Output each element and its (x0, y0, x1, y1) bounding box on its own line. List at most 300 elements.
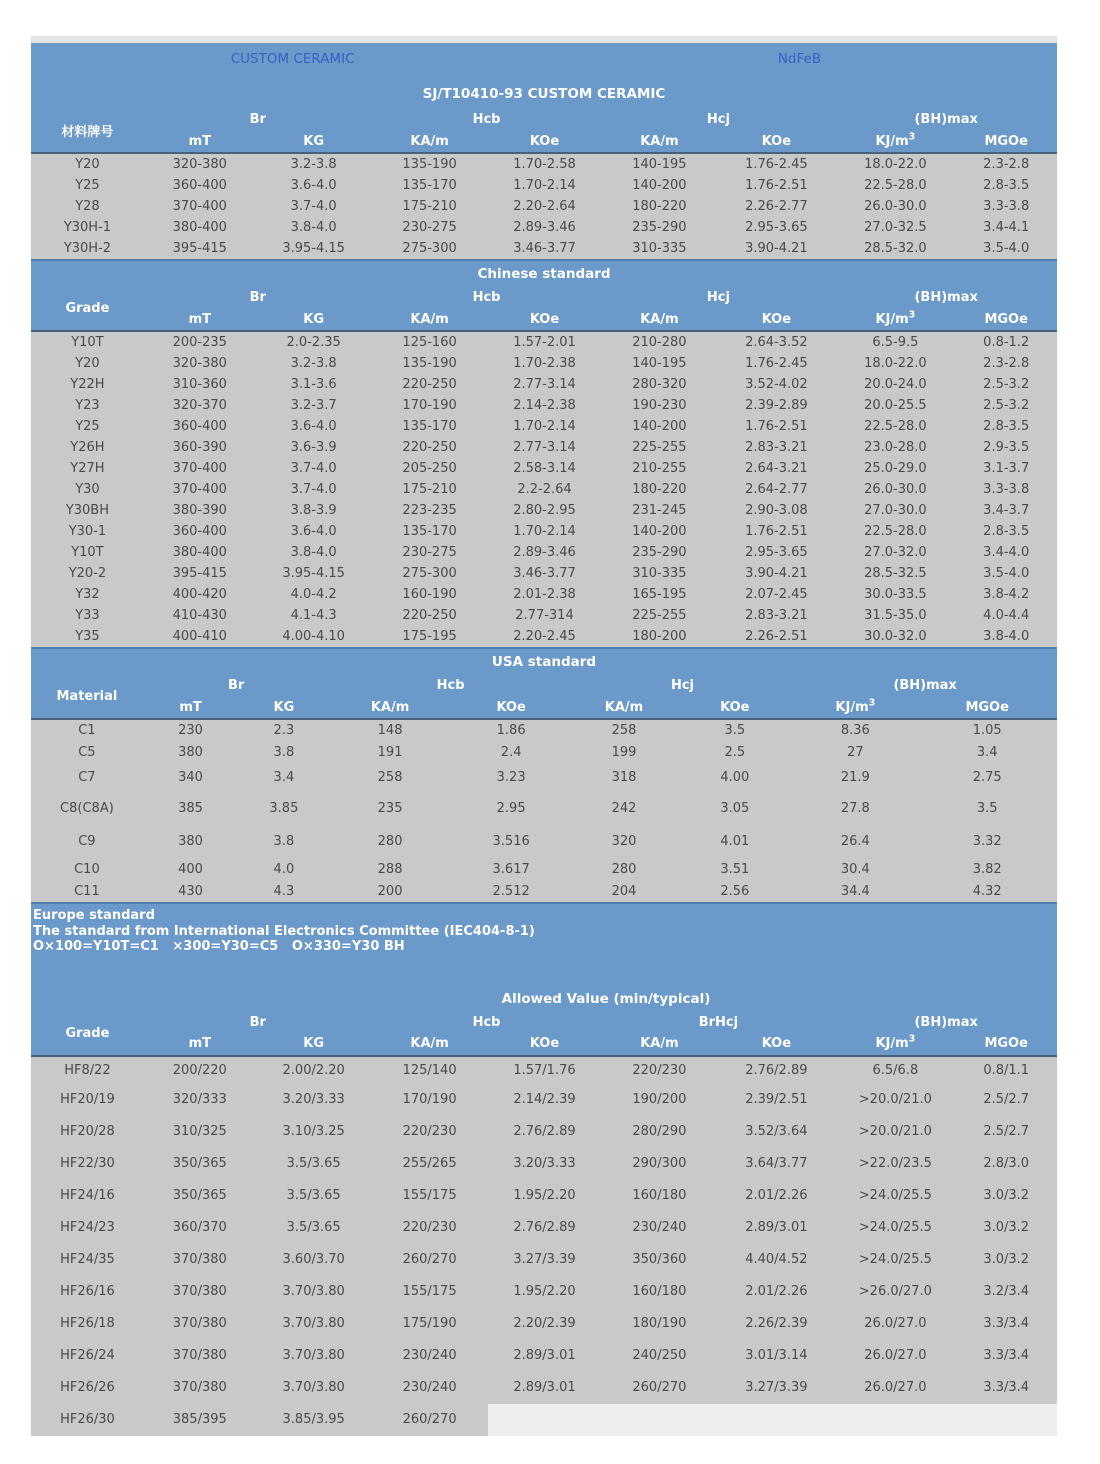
table-row (31, 1276, 1057, 1308)
table-cell: 3.617 (451, 858, 572, 880)
table-cell: 230-275 (372, 217, 488, 238)
header-group-row (31, 1012, 1057, 1033)
table-cell: 2.3 (238, 719, 329, 741)
table-cell: 223-235 (372, 500, 488, 521)
table-cell: 2.01/2.26 (717, 1276, 835, 1308)
table-cell: 3.60/3.70 (256, 1244, 372, 1276)
table-cell: 260/270 (372, 1404, 488, 1436)
table-cell: 3.0/3.2 (955, 1244, 1057, 1276)
table-cell: Y35 (31, 626, 144, 647)
table-cell: 175-195 (372, 626, 488, 647)
table-cell: 125/140 (372, 1056, 488, 1084)
table-row (31, 479, 1057, 500)
group-header: Br (249, 112, 266, 127)
table-cell: 3.5-4.0 (955, 563, 1057, 584)
table-cell: 18.0-22.0 (835, 353, 955, 374)
table-cell: 3.3-3.8 (955, 196, 1057, 217)
table-cell: 400-420 (144, 584, 256, 605)
table-cell: 410-430 (144, 605, 256, 626)
table-cell: 3.2-3.7 (256, 395, 372, 416)
table-cell: 280 (330, 825, 451, 858)
table-cell: 20.0-24.0 (835, 374, 955, 395)
table-cell: 230/240 (372, 1340, 488, 1372)
table-row (31, 331, 1057, 353)
table-cell: 1.70-2.14 (488, 175, 602, 196)
unit-header: MGOe (955, 308, 1057, 331)
table-cell: 258 (330, 763, 451, 791)
table-cell: 225-255 (601, 437, 717, 458)
table-cell: 3.8-4.2 (955, 584, 1057, 605)
top-divider (31, 36, 1057, 43)
table-cell: 3.3/3.4 (955, 1308, 1057, 1340)
unit-header: KA/m (601, 308, 717, 331)
table-cell: 2.89/3.01 (488, 1340, 602, 1372)
table-cell: 3.4-4.1 (955, 217, 1057, 238)
table-row (31, 1056, 1057, 1084)
table-cell: 6.5-9.5 (835, 331, 955, 353)
table-cell: 3.3/3.4 (955, 1372, 1057, 1404)
table-cell: 2.9-3.5 (955, 437, 1057, 458)
table-cell: Y30H-2 (31, 238, 144, 259)
table-cell: 2.26-2.51 (717, 626, 835, 647)
table-cell: 140-200 (601, 416, 717, 437)
table-cell: 320-380 (144, 353, 256, 374)
table-cell: 310-360 (144, 374, 256, 395)
table-cell: 34.4 (793, 880, 917, 902)
table-cell: 380-400 (144, 217, 256, 238)
unit-header: mT (144, 130, 256, 153)
table-cell: 3.3/3.4 (955, 1340, 1057, 1372)
table-cell: 3.1-3.6 (256, 374, 372, 395)
table-cell: 2.512 (451, 880, 572, 902)
table-cell: HF24/35 (31, 1244, 144, 1276)
table-cell: 2.5 (676, 741, 793, 763)
table-cell: 2.14-2.38 (488, 395, 602, 416)
table-cell: 200/220 (144, 1056, 256, 1084)
table-row (31, 437, 1057, 458)
unit-header: KG (256, 308, 372, 331)
table-cell: 25.0-29.0 (835, 458, 955, 479)
table-cell: 370/380 (144, 1276, 256, 1308)
table-cell: 155/175 (372, 1276, 488, 1308)
table-cell: 2.56 (676, 880, 793, 902)
table-cell: 135-170 (372, 416, 488, 437)
table-cell: 2.64-3.52 (717, 331, 835, 353)
table-cell: 3.10/3.25 (256, 1116, 372, 1148)
table-cell: 1.76-2.51 (717, 416, 835, 437)
table-cell: 400 (143, 858, 238, 880)
table-cell: 320 (572, 825, 677, 858)
table-cell: Y20 (31, 153, 144, 175)
table-cell: Y30BH (31, 500, 144, 521)
table-cell: 180-220 (601, 196, 717, 217)
table-cell: 230/240 (601, 1212, 717, 1244)
table-cell: 2.64-2.77 (717, 479, 835, 500)
table-cell: 380 (143, 825, 238, 858)
table-cell: 2.20-2.45 (488, 626, 602, 647)
table-cell: 280-320 (601, 374, 717, 395)
header-group-row (31, 287, 1057, 308)
table-cell: Y30-1 (31, 521, 144, 542)
table-cell: 2.20/2.39 (488, 1308, 602, 1340)
table-cell: 320-370 (144, 395, 256, 416)
unit-header: KOe (488, 130, 602, 153)
table-cell: 4.0 (238, 858, 329, 880)
table-row (31, 458, 1057, 479)
table-cell: 1.76-2.45 (717, 153, 835, 175)
table-cell: 30.0-32.0 (835, 626, 955, 647)
table-cell: 2.76/2.89 (488, 1212, 602, 1244)
table-row (31, 563, 1057, 584)
table-cell: 3.6-3.9 (256, 437, 372, 458)
unit-header: MGOe (955, 130, 1057, 153)
group-header: (BH)max (893, 678, 957, 693)
table-cell: 135-170 (372, 521, 488, 542)
unit-header: $KJ/m^3$ (835, 130, 955, 153)
table-cell: 27.0-30.0 (835, 500, 955, 521)
table-cell: 3.5/3.65 (256, 1148, 372, 1180)
table-row (31, 791, 1057, 825)
table-cell: 4.00 (676, 763, 793, 791)
table-cell: 2.26/2.39 (717, 1308, 835, 1340)
table-cell: 380-400 (144, 542, 256, 563)
table-cell: 2.07-2.45 (717, 584, 835, 605)
table-cell: 4.00-4.10 (256, 626, 372, 647)
table-cell: 380-390 (144, 500, 256, 521)
table-row (31, 1372, 1057, 1404)
table-cell: 4.1-4.3 (256, 605, 372, 626)
table-section-chinese-standard (31, 259, 1057, 647)
table-cell: 4.0-4.4 (955, 605, 1057, 626)
group-header: (BH)max (914, 112, 978, 127)
table-row (31, 1308, 1057, 1340)
table-cell: >20.0/21.0 (835, 1084, 955, 1116)
table-cell: C11 (31, 880, 143, 902)
spec-table (31, 287, 1057, 647)
table-cell: 2.3-2.8 (955, 153, 1057, 175)
table-cell: 2.26-2.77 (717, 196, 835, 217)
table-cell: 3.8 (238, 741, 329, 763)
table-cell: 360-390 (144, 437, 256, 458)
table-row (31, 1116, 1057, 1148)
table-cell: 400-410 (144, 626, 256, 647)
table-cell: 255/265 (372, 1148, 488, 1180)
table-cell: Y30 (31, 479, 144, 500)
table-cell: C9 (31, 825, 143, 858)
group-header: BrHcj (698, 1014, 739, 1030)
table-row (31, 175, 1057, 196)
table-cell: HF26/18 (31, 1308, 144, 1340)
table-cell: 370-400 (144, 479, 256, 500)
table-cell: 3.70/3.80 (256, 1276, 372, 1308)
table-cell: 135-190 (372, 153, 488, 175)
table-cell: 1.70-2.14 (488, 521, 602, 542)
unit-header: KOe (488, 308, 602, 331)
table-cell: 3.70/3.80 (256, 1372, 372, 1404)
table-cell: 155/175 (372, 1180, 488, 1212)
europe-standard-section (31, 902, 1057, 960)
table-cell: 1.95/2.20 (488, 1276, 602, 1308)
table-cell: 200-235 (144, 331, 256, 353)
unit-header: KA/m (372, 130, 488, 153)
table-cell: 2.77-3.14 (488, 374, 602, 395)
table-cell: 242 (572, 791, 677, 825)
unit-header: KOe (717, 1033, 835, 1056)
table-cell: 3.05 (676, 791, 793, 825)
table-cell: 395-415 (144, 563, 256, 584)
table-cell: 3.27/3.39 (717, 1372, 835, 1404)
table-cell: 1.76-2.51 (717, 175, 835, 196)
table-cell: 3.7-4.0 (256, 479, 372, 500)
table-cell: >24.0/25.5 (835, 1244, 955, 1276)
table-cell: 3.51 (676, 858, 793, 880)
table-title: SJ/T10410-93 CUSTOM CERAMIC (422, 86, 666, 102)
table-cell: 2.8-3.5 (955, 521, 1057, 542)
header-units-row (31, 696, 1057, 719)
group-header: Hcb (472, 290, 501, 305)
table-cell: 2.01-2.38 (488, 584, 602, 605)
grade-column-header: Grade (31, 287, 144, 331)
group-header: (BH)max (914, 1014, 978, 1030)
table-cell: 3.23 (451, 763, 572, 791)
table-row (31, 374, 1057, 395)
table-cell: 210-280 (601, 331, 717, 353)
table-title: Chinese standard (477, 266, 611, 282)
table-cell: 220/230 (372, 1212, 488, 1244)
table-cell: 1.57/1.76 (488, 1056, 602, 1084)
table-cell: 3.1-3.7 (955, 458, 1057, 479)
table-cell (601, 1404, 717, 1436)
table-cell: 2.00/2.20 (256, 1056, 372, 1084)
table-cell: 3.46-3.77 (488, 238, 602, 259)
table-cell: 2.8/3.0 (955, 1148, 1057, 1180)
table-cell: 220-250 (372, 605, 488, 626)
unit-header: $KJ/m^3$ (835, 308, 955, 331)
table-row (31, 763, 1057, 791)
table-row (31, 741, 1057, 763)
table-cell: Y10T (31, 542, 144, 563)
table-cell: 1.70-2.38 (488, 353, 602, 374)
table-cell: 4.40/4.52 (717, 1244, 835, 1276)
table-cell: 3.64/3.77 (717, 1148, 835, 1180)
table-cell: HF20/19 (31, 1084, 144, 1116)
unit-header: KA/m (601, 1033, 717, 1056)
table-cell: 0.8-1.2 (955, 331, 1057, 353)
table-cell: 21.9 (793, 763, 917, 791)
table-cell: 2.5-3.2 (955, 395, 1057, 416)
table-cell: 290/300 (601, 1148, 717, 1180)
table-cell: 231-245 (601, 500, 717, 521)
table-cell: 2.83-3.21 (717, 437, 835, 458)
table-cell: Y20 (31, 353, 144, 374)
table-cell: 3.95-4.15 (256, 238, 372, 259)
table-cell: HF26/24 (31, 1340, 144, 1372)
table-cell: 260/270 (601, 1372, 717, 1404)
table-title: USA standard (491, 654, 597, 670)
table-cell: 3.5-4.0 (955, 238, 1057, 259)
table-cell: Y26H (31, 437, 144, 458)
table-cell: HF8/22 (31, 1056, 144, 1084)
table-cell: 320/333 (144, 1084, 256, 1116)
unit-header: KOe (451, 696, 572, 719)
table-cell: 3.2/3.4 (955, 1276, 1057, 1308)
unit-header: KA/m (601, 130, 717, 153)
table-cell: 3.6-4.0 (256, 416, 372, 437)
table-cell: 26.4 (793, 825, 917, 858)
table-cell: 3.82 (917, 858, 1057, 880)
table-cell: 1.57-2.01 (488, 331, 602, 353)
table-cell: 380 (143, 741, 238, 763)
group-header: Hcj (706, 290, 730, 305)
table-cell: 180-200 (601, 626, 717, 647)
table-cell: 31.5-35.0 (835, 605, 955, 626)
table-cell: 26.0/27.0 (835, 1372, 955, 1404)
ndfeb-link[interactable]: NdFeB (777, 51, 822, 67)
table-row (31, 196, 1057, 217)
table-row (31, 1244, 1057, 1276)
table-cell: C8(C8A) (31, 791, 143, 825)
table-cell: 1.70-2.58 (488, 153, 602, 175)
table-cell: Y20-2 (31, 563, 144, 584)
table-cell: 3.4 (238, 763, 329, 791)
table-cell: 320-380 (144, 153, 256, 175)
table-cell: 370/380 (144, 1308, 256, 1340)
table-cell: >20.0/21.0 (835, 1116, 955, 1148)
table-cell: 220/230 (601, 1056, 717, 1084)
table-cell: 3.8 (238, 825, 329, 858)
table-cell: 165-195 (601, 584, 717, 605)
table-cell: 310-335 (601, 563, 717, 584)
table-row (31, 542, 1057, 563)
table-cell: 3.5/3.65 (256, 1180, 372, 1212)
table-cell: 2.95 (451, 791, 572, 825)
table-cell: 200 (330, 880, 451, 902)
table-cell: 395-415 (144, 238, 256, 259)
table-cell: 1.70-2.14 (488, 416, 602, 437)
table-cell: 175-210 (372, 196, 488, 217)
table-cell: 18.0-22.0 (835, 153, 955, 175)
grade-column-header: Grade (31, 1012, 144, 1056)
table-cell: 3.32 (917, 825, 1057, 858)
table-cell: Y28 (31, 196, 144, 217)
header-units-row (31, 308, 1057, 331)
table-cell: 3.4-3.7 (955, 500, 1057, 521)
table-cell: 288 (330, 858, 451, 880)
unit-header: $KJ/m^3$ (793, 696, 917, 719)
table-cell: 4.01 (676, 825, 793, 858)
table-cell: 3.70/3.80 (256, 1340, 372, 1372)
table-cell: Y25 (31, 175, 144, 196)
table-cell: 230-275 (372, 542, 488, 563)
group-header: (BH)max (914, 290, 978, 305)
table-cell: Y30H-1 (31, 217, 144, 238)
table-cell: 3.5 (676, 719, 793, 741)
table-cell: 3.516 (451, 825, 572, 858)
table-cell: 1.86 (451, 719, 572, 741)
table-cell: 275-300 (372, 238, 488, 259)
table-row (31, 153, 1057, 175)
table-cell: 430 (143, 880, 238, 902)
table-cell: HF22/30 (31, 1148, 144, 1180)
table-cell: 3.46-3.77 (488, 563, 602, 584)
table-cell: 148 (330, 719, 451, 741)
custom-ceramic-link[interactable]: CUSTOM CERAMIC (230, 51, 355, 67)
unit-header: KG (256, 130, 372, 153)
table-cell: 30.0-33.5 (835, 584, 955, 605)
table-row (31, 584, 1057, 605)
unit-header: mT (144, 1033, 256, 1056)
table-cell: 175/190 (372, 1308, 488, 1340)
unit-header: KOe (488, 1033, 602, 1056)
table-cell: 3.0/3.2 (955, 1212, 1057, 1244)
unit-header: mT (143, 696, 238, 719)
table-cell: 2.8-3.5 (955, 416, 1057, 437)
table-cell: 2.5/2.7 (955, 1084, 1057, 1116)
table-row (31, 880, 1057, 902)
table-cell: 220/230 (372, 1116, 488, 1148)
table-cell: 2.77-314 (488, 605, 602, 626)
table-cell: 3.52/3.64 (717, 1116, 835, 1148)
table-cell: 350/365 (144, 1148, 256, 1180)
table-cell: 360-400 (144, 175, 256, 196)
table-cell: 260/270 (372, 1244, 488, 1276)
unit-header: mT (144, 308, 256, 331)
group-header: Hcj (706, 112, 730, 127)
header-units-row (31, 1033, 1057, 1056)
table-cell: 3.6-4.0 (256, 521, 372, 542)
table-cell: 235 (330, 791, 451, 825)
table-cell: 26.0-30.0 (835, 196, 955, 217)
spec-table (31, 109, 1057, 259)
table-row (31, 1180, 1057, 1212)
unit-header: $KJ/m^3$ (835, 1033, 955, 1056)
table-cell: 3.0/3.2 (955, 1180, 1057, 1212)
table-cell: 135-170 (372, 175, 488, 196)
table-cell: 2.14/2.39 (488, 1084, 602, 1116)
table-cell: 23.0-28.0 (835, 437, 955, 458)
table-cell: 318 (572, 763, 677, 791)
unit-header: MGOe (917, 696, 1057, 719)
table-cell: 26.0/27.0 (835, 1340, 955, 1372)
table-cell: 2.39-2.89 (717, 395, 835, 416)
table-row (31, 353, 1057, 374)
table-cell: >22.0/23.5 (835, 1148, 955, 1180)
table-cell: 3.20/3.33 (488, 1148, 602, 1180)
table-cell: 370/380 (144, 1340, 256, 1372)
europe-standard-committee-line: The standard from International Electronics Committee (IEC404-8-1) (33, 923, 535, 939)
table-cell: 27.8 (793, 791, 917, 825)
table-row (31, 1148, 1057, 1180)
table-cell: Y25 (31, 416, 144, 437)
table-cell: 2.89-3.46 (488, 542, 602, 563)
table-cell: HF20/28 (31, 1116, 144, 1148)
table-cell: 3.90-4.21 (717, 238, 835, 259)
table-cell: 140-200 (601, 175, 717, 196)
table-cell: 2.80-2.95 (488, 500, 602, 521)
spec-table (31, 675, 1057, 902)
group-header: Hcb (472, 112, 501, 127)
table-cell: HF24/23 (31, 1212, 144, 1244)
table-cell: 2.95-3.65 (717, 217, 835, 238)
table-cell: >24.0/25.5 (835, 1180, 955, 1212)
table-cell: HF26/16 (31, 1276, 144, 1308)
table-cell: 170/190 (372, 1084, 488, 1116)
table-cell: 2.20-2.64 (488, 196, 602, 217)
table-cell: 360/370 (144, 1212, 256, 1244)
unit-header: KA/m (330, 696, 451, 719)
table-cell: 370-400 (144, 458, 256, 479)
table-cell: 160-190 (372, 584, 488, 605)
